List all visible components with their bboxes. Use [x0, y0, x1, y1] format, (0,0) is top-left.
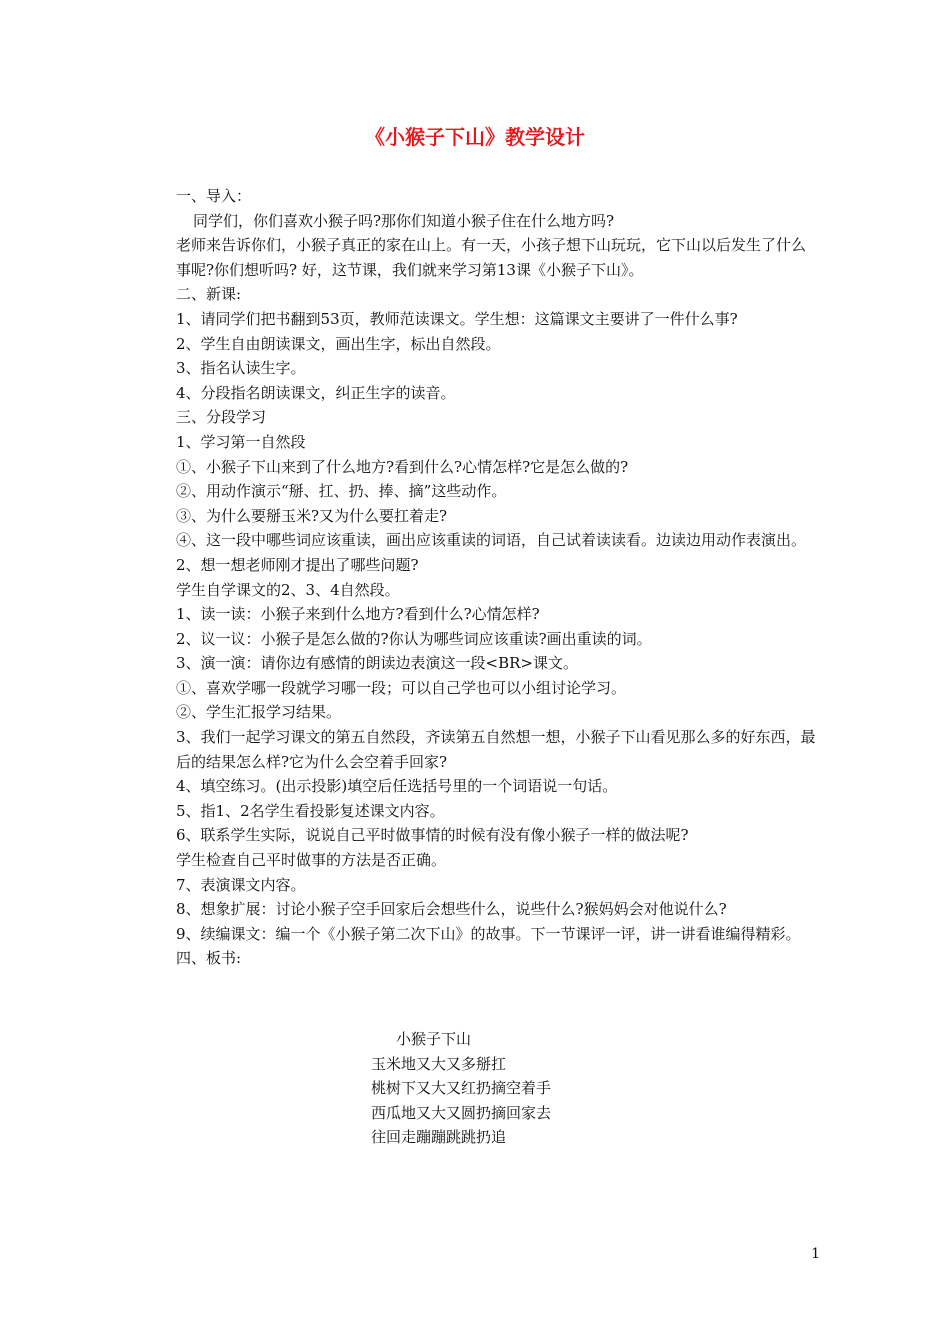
section-heading-blackboard: 四、板书: — [176, 949, 242, 968]
list-item: 7、表演课文内容。 — [176, 875, 306, 894]
paragraph: 同学们，你们喜欢小猴子吗?那你们知道小猴子住在什么地方吗? — [193, 211, 615, 230]
list-item: ①、小猴子下山来到了什么地方?看到什么?心情怎样?它是怎么做的? — [176, 457, 629, 476]
document-title: 《小猴子下山》教学设计 — [365, 125, 585, 149]
list-item: 1、学习第一自然段 — [176, 432, 306, 451]
list-item: 2、学生自由朗读课文，画出生字，标出自然段。 — [176, 334, 501, 353]
list-item: ②、学生汇报学习结果。 — [176, 703, 342, 722]
list-item: 1、读一读：小猴子来到什么地方?看到什么?心情怎样? — [176, 605, 540, 624]
blackboard-line: 桃树下又大又红扔摘空着手 — [371, 1079, 552, 1098]
paragraph: 老师来告诉你们，小猴子真正的家在山上。有一天，小孩子想下山玩玩，它下山以后发生了什么事呢?你们想听吗? 好，这节课，我们就来学习第13课《小猴子下山》。 — [176, 236, 807, 279]
paragraph: 学生自学课文的2、3、4自然段。 — [176, 580, 400, 599]
list-item: 3、演一演：请你边有感情的朗读边表演这一段<BR>课文。 — [176, 654, 578, 673]
blackboard-line: 玉米地又大又多掰扛 — [371, 1054, 507, 1073]
list-item: 9、续编课文：编一个《小猴子第二次下山》的故事。下一节课评一评，讲一讲看谁编得精彩。 — [176, 924, 801, 943]
list-item: ②、用动作演示“掰、扛、扔、捧、摘”这些动作。 — [176, 482, 507, 501]
list-item: 1、请同学们把书翻到53页，教师范读课文。学生想：这篇课文主要讲了一件什么事? — [176, 309, 738, 328]
blackboard-line: 西瓜地又大又圆扔摘回家去 — [371, 1103, 552, 1122]
list-item: 4、填空练习。(出示投影)填空后任选括号里的一个词语说一句话。 — [176, 777, 618, 796]
list-item: 2、议一议：小猴子是怎么做的?你认为哪些词应该重读?画出重读的词。 — [176, 629, 652, 648]
section-heading-new-lesson: 二、新课: — [176, 285, 242, 304]
list-item: 2、想一想老师刚才提出了哪些问题? — [176, 555, 419, 574]
list-item: 6、联系学生实际，说说自己平时做事情的时候有没有像小猴子一样的做法呢? — [176, 826, 689, 845]
list-item: 8、想象扩展：讨论小猴子空手回家后会想些什么，说些什么?猴妈妈会对他说什么? — [176, 900, 727, 919]
list-item: ④、这一段中哪些词应该重读，画出应该重读的词语，自己试着读读看。边读边用动作表演出。 — [176, 531, 807, 550]
blackboard-title: 小猴子下山 — [396, 1030, 472, 1048]
list-item: 5、指1、2名学生看投影复述课文内容。 — [176, 801, 445, 820]
section-heading-intro: 一、导入： — [176, 187, 252, 205]
blackboard-layout — [371, 1027, 671, 1150]
list-item: ①、喜欢学哪一段就学习哪一段；可以自己学也可以小组讨论学习。 — [176, 678, 627, 697]
list-item: 4、分段指名朗读课文，纠正生字的读音。 — [176, 383, 456, 402]
section-heading-segment-study: 三、分段学习 — [176, 408, 267, 427]
paragraph: 学生检查自己平时做事的方法是否正确。 — [176, 851, 447, 870]
document-body — [176, 184, 816, 971]
list-item: 3、指名认读生字。 — [176, 359, 306, 378]
page-number: 1 — [811, 1246, 820, 1262]
blackboard-line: 往回走蹦蹦跳跳扔追 — [371, 1128, 507, 1147]
list-item: 3、我们一起学习课文的第五自然段，齐读第五自然想一想，小猴子下山看见那么多的好东西，最后的结果怎么样?它为什么会空着手回家? — [176, 728, 816, 771]
list-item: ③、为什么要掰玉米?又为什么要扛着走? — [176, 506, 448, 525]
